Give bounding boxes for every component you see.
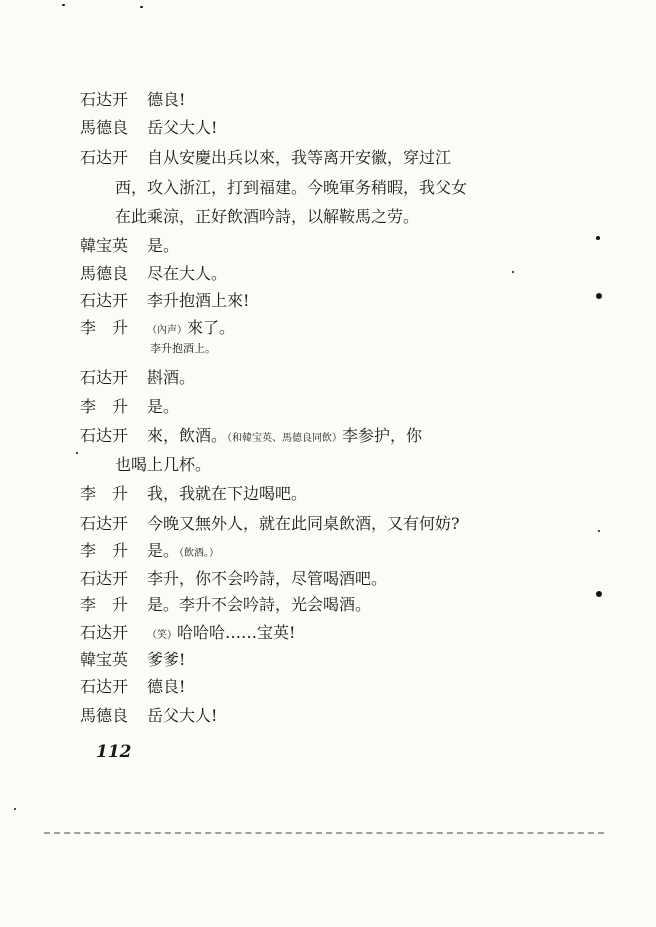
dialogue-text: 是。	[147, 236, 180, 255]
dialogue-text: 來，飲酒。	[147, 426, 228, 445]
stage-note: （內声）	[147, 325, 187, 336]
scan-speck	[14, 808, 16, 810]
page-number: 112	[96, 742, 132, 762]
speaker-name: 李 升	[80, 397, 129, 416]
dialogue-text: 德良!	[147, 90, 186, 109]
dialogue-text: 德良!	[147, 677, 186, 696]
speaker-name: 石达开	[80, 148, 129, 167]
dialogue-text: 也喝上几杯。	[115, 455, 212, 474]
stage-note: （飲酒。）	[179, 548, 220, 559]
dialogue-text: 李升抱酒上來!	[147, 291, 250, 310]
dialogue-text: 李参护，你	[342, 426, 423, 445]
dialogue-text: 爹爹!	[147, 650, 186, 669]
dialogue-text: 是。李升不会吟詩，光会喝酒。	[147, 595, 372, 614]
dialogue-text: 今晚又無外人，就在此同桌飲酒，又有何妨?	[147, 514, 460, 533]
speaker-name: 石达开	[80, 291, 129, 310]
dialogue-text: 是。	[147, 397, 180, 416]
speaker-name: 石达开	[80, 623, 129, 642]
speaker-name: 石达开	[80, 514, 129, 533]
dialogue-text: 自从安慶出兵以來，我等离开安徽，穿过江	[147, 148, 452, 167]
speaker-name: 李 升	[80, 595, 129, 614]
speaker-name: 石达开	[80, 569, 129, 588]
speaker-name: 馬德良	[80, 264, 129, 283]
stage-note: （和韓宝英、馬德良同飲）	[227, 433, 343, 444]
speaker-name: 李 升	[80, 484, 129, 503]
speaker-name: 李 升	[80, 541, 129, 560]
dialogue-text: 西，攻入浙江，打到福建。今晚軍务稍暇，我父女	[115, 178, 468, 197]
dialogue-text: 我，我就在下边喝吧。	[147, 484, 308, 503]
scan-speck	[596, 591, 602, 597]
dialogue-text: 來了。	[187, 318, 236, 337]
dialogue-text: 岳父大人!	[147, 706, 218, 725]
stage-direction-text: 李升抱酒上。	[150, 342, 216, 355]
speaker-name: 石达开	[80, 368, 129, 387]
scan-speck	[512, 271, 514, 273]
dialogue-text: 斟酒。	[147, 368, 196, 387]
speaker-name: 石达开	[80, 426, 129, 445]
scan-speck	[598, 530, 600, 532]
dialogue-text: 岳父大人!	[147, 118, 218, 137]
scan-speck	[140, 6, 143, 8]
dialogue-text: 哈哈哈……宝英!	[177, 623, 296, 642]
scan-speck	[596, 293, 602, 299]
dialogue-text: 李升，你不会吟詩，尽管喝酒吧。	[147, 569, 388, 588]
speaker-name: 馬德良	[80, 118, 129, 137]
speaker-name: 韓宝英	[80, 650, 129, 669]
dialogue-text: 尽在大人。	[147, 264, 228, 283]
dialogue-text: 是。	[147, 541, 180, 560]
speaker-name: 馬德良	[80, 706, 129, 725]
scan-speck	[596, 236, 600, 240]
page-bottom-rule	[44, 832, 604, 834]
scan-speck	[76, 452, 78, 454]
stage-note: （笑）	[147, 630, 177, 641]
speaker-name: 韓宝英	[80, 236, 129, 255]
scan-speck	[62, 4, 65, 6]
speaker-name: 石达开	[80, 677, 129, 696]
dialogue-text: 在此乘涼，正好飲酒吟詩，以解鞍馬之劳。	[115, 207, 420, 226]
speaker-name: 石达开	[80, 90, 129, 109]
speaker-name: 李 升	[80, 318, 129, 337]
